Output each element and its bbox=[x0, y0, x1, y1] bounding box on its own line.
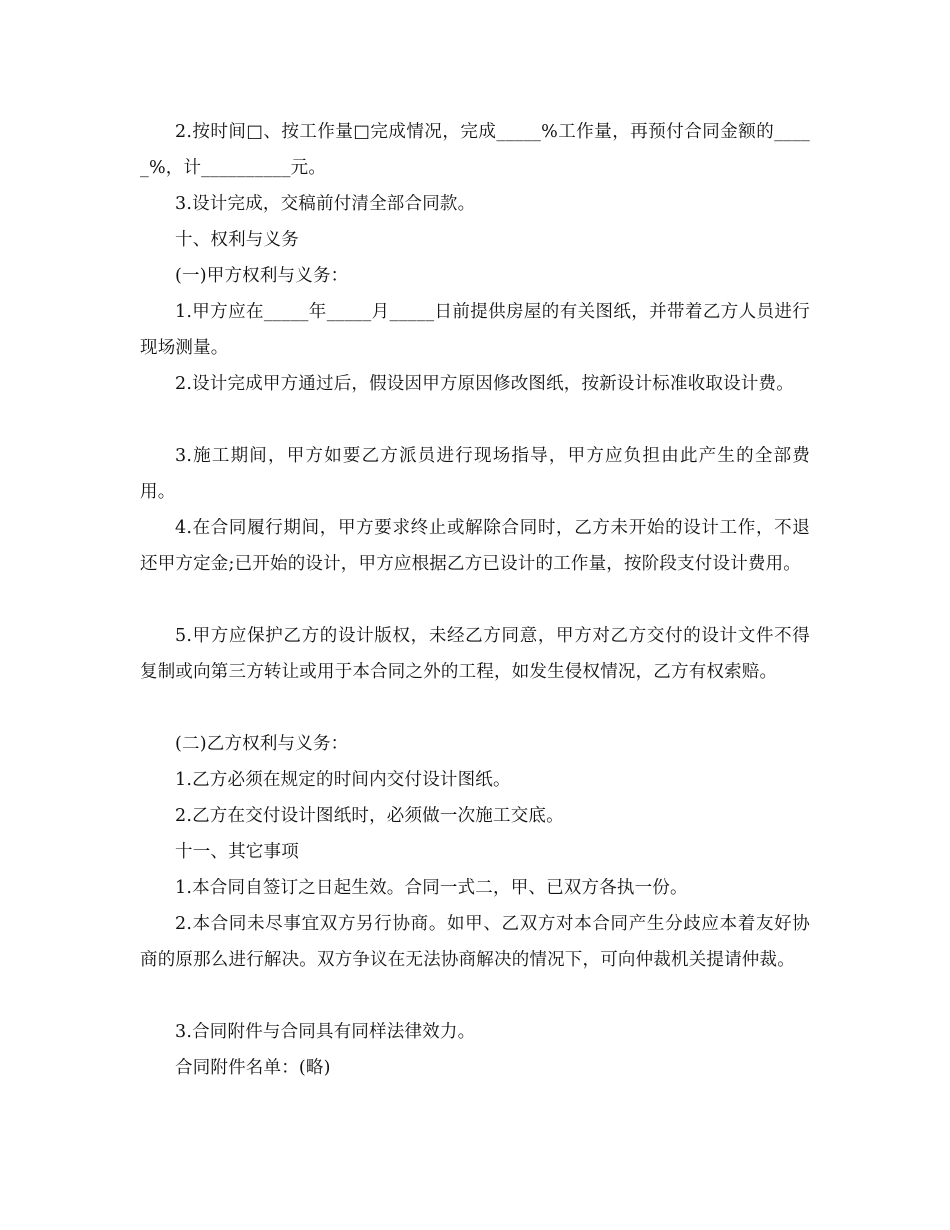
section-heading-11: 十一、其它事项 bbox=[175, 842, 299, 862]
subsection-heading-party-b: (二)乙方权利与义务： bbox=[175, 734, 349, 754]
other-item-1: 1.本合同自签订之日起生效。合同一式二，甲、已双方各执一份。 bbox=[175, 878, 688, 898]
section-heading-10: 十、权利与义务 bbox=[175, 230, 299, 250]
other-item-2: 2.本合同未尽事宜双方另行协商。如甲、乙双方对本合同产生分歧应本着友好协商的原那么进行解决。双方争议在无法协商解决的情况下，可向仲裁机关提请仲裁。 bbox=[140, 914, 810, 970]
party-a-item-1: 1.甲方应在_____年_____月_____日前提供房屋的有关图纸，并带着乙方人员进行现场测量。 bbox=[140, 302, 810, 358]
party-b-item-1: 1.乙方必须在规定的时间内交付设计图纸。 bbox=[175, 770, 511, 790]
party-b-item-2: 2.乙方在交付设计图纸时，必须做一次施工交底。 bbox=[175, 806, 564, 826]
subsection-heading-party-a: (一)甲方权利与义务： bbox=[175, 266, 349, 286]
party-a-item-2: 2.设计完成甲方通过后，假设因甲方原因修改图纸，按新设计标准收取设计费。 bbox=[175, 374, 794, 394]
clause-9-item-2: 2.按时间□、按工作量□完成情况，完成_____%工作量，再预付合同金额的_____%，计__________元。 bbox=[140, 122, 810, 178]
party-a-item-5: 5.甲方应保护乙方的设计版权，未经乙方同意，甲方对乙方交付的设计文件不得复制或向第三方转让或用于本合同之外的工程，如发生侵权情况，乙方有权索赔。 bbox=[140, 626, 810, 682]
clause-9-item-3: 3.设计完成，交稿前付清全部合同款。 bbox=[175, 194, 476, 214]
party-a-item-4: 4.在合同履行期间，甲方要求终止或解除合同时，乙方未开始的设计工作，不退还甲方定金;已开始的设计，甲方应根据乙方已设计的工作量，按阶段支付设计费用。 bbox=[140, 518, 810, 574]
other-item-3: 3.合同附件与合同具有同样法律效力。 bbox=[175, 1022, 476, 1042]
attachment-list: 合同附件名单：(略) bbox=[175, 1058, 331, 1078]
party-a-item-3: 3.施工期间，甲方如要乙方派员进行现场指导，甲方应负担由此产生的全部费用。 bbox=[140, 446, 810, 502]
